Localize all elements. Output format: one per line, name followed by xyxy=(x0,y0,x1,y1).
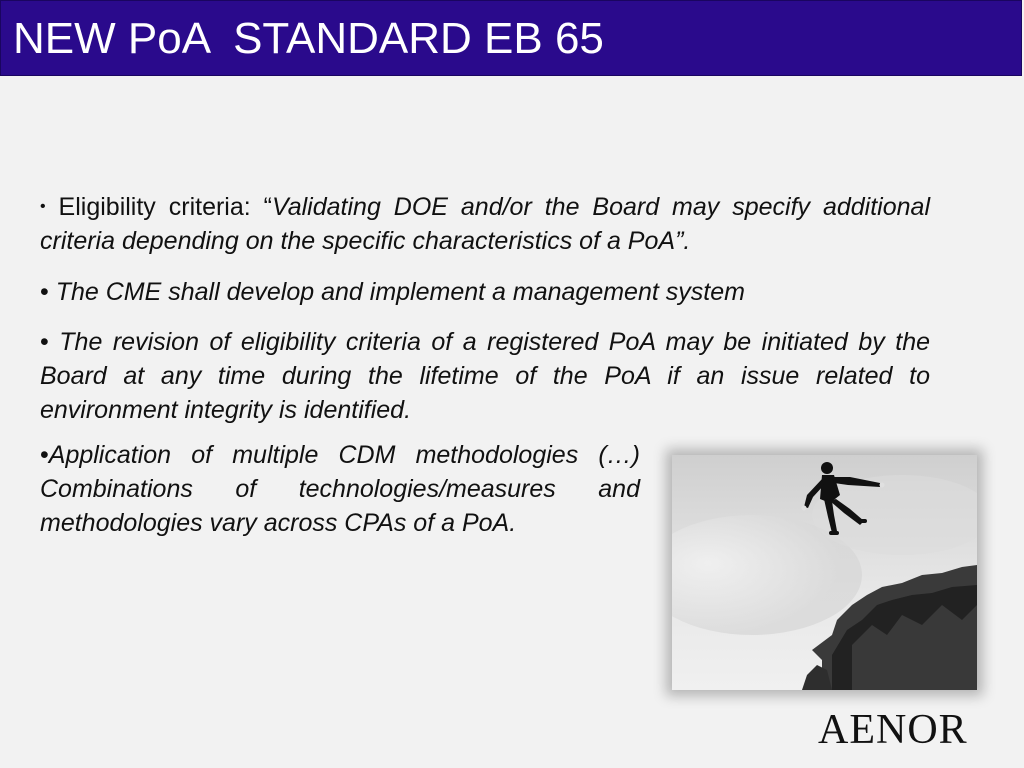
bullet-marker: • xyxy=(40,441,49,469)
bullet-revision-criteria xyxy=(40,325,930,427)
bullet-quote-text: Validating DOE and/or the Board may specify additional criteria depending on the specific characteristics of a PoA xyxy=(40,193,931,255)
aenor-logo: AENOR xyxy=(818,707,968,753)
cliff-jump-photo xyxy=(672,455,977,690)
man-jumping-off-cliff-icon xyxy=(672,455,977,690)
bullet-multiple-methodologies xyxy=(40,438,640,540)
bullet-marker: • xyxy=(40,328,60,356)
bullet-text: Application of multiple CDM methodologies (…) Combinations of technologies/measures and methodologies vary across CPAs of a PoA. xyxy=(40,441,640,537)
bullet-eligibility-criteria xyxy=(40,190,930,258)
bullet-text: The CME shall develop and implement a management system xyxy=(55,278,745,306)
bullet-marker: • xyxy=(40,278,56,306)
slide-title: NEW PoA STANDARD EB 65 xyxy=(13,14,604,63)
bullet-quote-end: ”. xyxy=(675,227,691,255)
title-bar xyxy=(0,0,1022,76)
bullet-management-system xyxy=(40,275,930,309)
bullet-text: The revision of eligibility criteria of a registered PoA may be initiated by the Board at any time during the lifetime of the PoA if an issue related to environment integrity is identified. xyxy=(40,328,930,424)
bullet-lead-text: Eligibility criteria: “ xyxy=(45,193,272,221)
bullet-marker: • xyxy=(40,198,46,215)
